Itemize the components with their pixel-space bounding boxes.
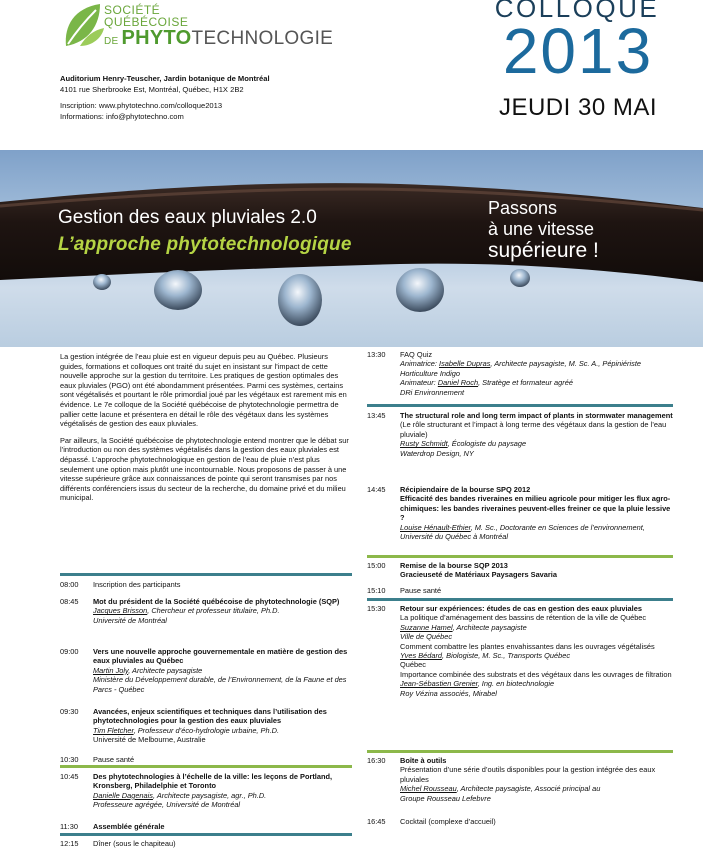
host-label: Animateur: xyxy=(400,378,438,388)
entry-translation: (Le rôle structurant et l’impact à long terme des végétaux dans la gestion de l’eau pluviale) xyxy=(400,420,667,439)
logo-technologie: TECHNOLOGIE xyxy=(191,28,334,49)
entry-time: 16:30 xyxy=(367,756,386,765)
speaker-role: , Architecte paysagiste, Associé principal au xyxy=(456,784,601,794)
case-title-2: Comment combattre les plantes envahissantes dans les ouvrages végétalisés xyxy=(400,641,655,651)
divider xyxy=(60,573,352,576)
speaker-org: Waterdrop Design, NY xyxy=(400,448,474,458)
program-entry-1215 xyxy=(60,839,352,849)
speaker-role: , Professeur d’éco-hydrologie urbaine, Ph.D. xyxy=(133,725,280,735)
entry-title: Retour sur expériences: études de cas en gestion des eaux pluviales xyxy=(400,604,642,613)
speaker-name: Jean-Sébastien Grenier xyxy=(400,679,478,689)
intro-text xyxy=(60,352,352,510)
intro-paragraph-2: Par ailleurs, la Société québécoise de phytotechnologie entend montrer que le débat sur l’introduction ou non des systèmes végétalisés dans la gestion des eaux pluviales est dépassé. L’approche phytotechnologique en gestion de l’eau de pluie n’est plus seulement une option mais plutôt une incontournable. Nous proposons de passer à une vitesse supérieure grâce aux connaissances de pointe qui seront transmises par nos différents conférenciers issus du secteur de la recherche, du domaine privé et du milieu municipal. xyxy=(60,435,349,503)
entry-title: Récipiendaire de la bourse SPQ 2012 xyxy=(400,485,531,494)
banner-title: Gestion des eaux pluviales 2.0 xyxy=(58,207,317,228)
speaker-org: DRi Environnement xyxy=(400,387,465,397)
slogan-line-1: Passons xyxy=(488,198,558,218)
speaker-name: Michel Rousseau xyxy=(400,784,457,794)
logo-line-quebecoise: QUÉBÉCOISE xyxy=(104,15,189,29)
entry-title: Cocktail (complexe d’accueil) xyxy=(400,817,496,826)
leaf-logo-icon xyxy=(60,2,108,50)
program-entry-0845 xyxy=(60,597,352,641)
logo-line-phytotechnologie xyxy=(104,28,333,52)
speaker-name: Tim Fletcher xyxy=(93,725,134,735)
entry-title: FAQ Quiz xyxy=(400,350,433,359)
entry-time: 08:45 xyxy=(60,597,79,606)
entry-title: Dîner (sous le chapiteau) xyxy=(93,839,176,848)
entry-description: Présentation d’une série d’outils disponibles pour la gestion intégrée des eaux pluviales xyxy=(400,765,656,784)
program-entry-0800 xyxy=(60,580,352,592)
entry-title: Avancées, enjeux scientifiques et techniques dans l’utilisation des phytotechnologies pour la gestion des eaux pluviales xyxy=(93,707,327,726)
entry-time: 14:45 xyxy=(367,485,386,494)
speaker-role: , Architecte paysagiste, agr., Ph.D. xyxy=(152,790,267,800)
entry-time: 15:00 xyxy=(367,561,386,570)
colloque-label: COLLOQUE xyxy=(494,0,660,23)
speaker-name: Yves Bédard xyxy=(400,651,443,661)
entry-title: Inscription des participants xyxy=(93,580,181,589)
speaker-org: Université de Melbourne, Australie xyxy=(93,735,206,745)
divider xyxy=(367,555,673,558)
event-date: JEUDI 30 MAI xyxy=(498,94,658,121)
entry-time: 10:30 xyxy=(60,755,79,764)
speaker-org: Québec xyxy=(400,660,426,670)
logo-phyto: PHYTO xyxy=(121,27,192,49)
logo-de: DE xyxy=(104,36,119,47)
case-title-1: La politique d’aménagement des bassins de rétention de la ville de Québec xyxy=(400,613,647,623)
speaker-role: , Architecte paysagiste, M. Sc. A., Pépiniériste xyxy=(490,359,642,369)
speaker-role: , Stratège et formateur agréé xyxy=(478,378,573,388)
speaker-name: Louise Hénault-Ethier xyxy=(400,522,471,532)
inscription-link[interactable]: Inscription: www.phytotechno.com/colloque2013 xyxy=(60,101,223,111)
speaker-name: Jacques Brisson xyxy=(93,606,148,616)
entry-time: 11:30 xyxy=(60,822,78,831)
speaker-org: Groupe Rousseau Lefebvre xyxy=(400,793,491,803)
speaker-org: Ministère du Développement durable, de l’Environnement, de la Faune et des Parcs - Québec xyxy=(93,675,347,694)
speaker-name: Martin Joly xyxy=(93,665,129,675)
program-entry-1645 xyxy=(367,817,673,827)
entry-time: 09:30 xyxy=(60,707,79,716)
entry-time: 08:00 xyxy=(60,580,79,589)
program-entry-1630 xyxy=(367,756,673,808)
entry-title: Remise de la bourse SQP 2013 xyxy=(400,561,508,570)
logo-line-societe: SOCIÉTÉ xyxy=(104,3,161,17)
entry-title: Assemblée générale xyxy=(93,822,165,831)
program-entry-1445 xyxy=(367,485,673,551)
entry-time: 16:45 xyxy=(367,817,386,826)
entry-time: 09:00 xyxy=(60,647,79,656)
speaker-role: , Biologiste, M. Sc., Transports Québec xyxy=(442,651,571,661)
venue-address: 4101 rue Sherbrooke Est, Montréal, Québec, H1X 2B2 xyxy=(60,84,244,94)
banner-slogan xyxy=(488,198,599,261)
divider xyxy=(367,404,673,407)
divider xyxy=(367,750,673,753)
program-entry-1045 xyxy=(60,772,352,818)
speaker-role: , Écologiste du paysage xyxy=(447,439,527,449)
program-entry-1030 xyxy=(60,755,352,765)
speaker-name: Danielle Dagenais xyxy=(93,790,153,800)
case-title-3: Importance combinée des substrats et des végétaux dans les ouvrages de filtration xyxy=(400,669,672,679)
program-entry-1330 xyxy=(367,350,673,402)
entry-title: The structural role and long term impact of plants in stormwater management xyxy=(400,411,673,420)
entry-title: Des phytotechnologies à l’échelle de la ville: les leçons de Portland, Kronsberg, Philadelphie et Toronto xyxy=(93,772,333,791)
venue-block xyxy=(60,74,270,122)
program-entry-1130 xyxy=(60,822,352,832)
entry-title: Pause santé xyxy=(93,755,135,764)
entry-title: Boîte à outils xyxy=(400,756,447,765)
entry-title: Pause santé xyxy=(400,586,442,595)
entry-title: Mot du président de la Société québécoise de phytotechnologie (SQP) xyxy=(93,597,340,606)
speaker-org: Professeure agrégée, Université de Montréal xyxy=(93,800,241,810)
event-year: 2013 xyxy=(502,15,654,87)
program-entry-1510 xyxy=(367,586,673,596)
divider xyxy=(60,765,352,768)
speaker-name: Rusty Schmidt xyxy=(400,439,448,449)
intro-paragraph-1: La gestion intégrée de l’eau pluie est en vigueur depuis peu au Québec. Plusieurs guides, formations et colloques ont traité du sujet en insistant sur l’impact de cette nouvelle approche sur la gestion du territoire. Les pratiques de gestion optimales des eaux pluviales (PGO) ont été abondamment présentées. Parmi ces systèmes, certains sont végétalisés et pourtant le rôle primordial joué par les végétaux est rarement mis en évidence. Le 7e colloque de la Société québécoise de phytotechnologie permettra de pallier cette lacune et présentera en détail le rôle des végétaux dans les systèmes végétalisés de gestion des eaux pluviales. xyxy=(60,352,347,429)
slogan-line-3: supérieure ! xyxy=(488,239,599,262)
program-entry-1500 xyxy=(367,561,673,581)
divider xyxy=(60,833,352,836)
entry-time: 12:15 xyxy=(60,839,79,848)
sqp-logo xyxy=(60,2,350,64)
entry-time: 15:10 xyxy=(367,586,386,595)
entry-time: 15:30 xyxy=(367,604,386,613)
entry-time: 13:45 xyxy=(367,411,386,420)
speaker-name: Isabelle Dupras xyxy=(439,359,491,369)
speaker-role: , Architecte paysagiste xyxy=(452,622,527,632)
speaker-name: Suzanne Hamel xyxy=(400,622,453,632)
divider xyxy=(367,598,673,601)
speaker-role: , Ing. en biotechnologie xyxy=(477,679,555,689)
entry-title: Vers une nouvelle approche gouvernementale en matière de gestion des eaux pluviales au Québec xyxy=(93,647,348,666)
slogan-line-2: à une vitesse xyxy=(488,219,595,239)
program-entry-1345 xyxy=(367,411,673,458)
speaker-org: Ville de Québec xyxy=(400,632,453,642)
program-entry-0900 xyxy=(60,647,352,703)
entry-subtitle: Efficacité des bandes riveraines en milieu agricole pour mitiger les flux agro-chimiques: les bandes riveraines peuvent-elles freiner ce que la pluie lessive ? xyxy=(400,494,671,523)
speaker-role: , M. Sc., Doctorante en Sciences de l’environnement, Université du Québec à Montréal xyxy=(400,522,645,542)
program-entry-1530 xyxy=(367,604,673,744)
speaker-name: Daniel Roch xyxy=(437,378,479,388)
entry-time: 13:30 xyxy=(367,350,386,359)
hero-banner xyxy=(0,150,703,347)
speaker-role: , Architecte paysagiste xyxy=(128,665,203,675)
speaker-org: Horticulture Indigo xyxy=(400,368,460,378)
program-entry-0930 xyxy=(60,707,352,753)
entry-subtitle: Gracieuseté de Matériaux Paysagers Savaria xyxy=(400,570,557,580)
speaker-role: , Chercheur et professeur titulaire, Ph.D. xyxy=(147,606,280,616)
banner-subtitle: L’approche phytotechnologique xyxy=(58,234,352,255)
entry-time: 10:45 xyxy=(60,772,79,781)
host-label: Animatrice: xyxy=(400,359,440,369)
venue-name: Auditorium Henry-Teuscher, Jardin botanique de Montréal xyxy=(60,74,270,83)
speaker-org: Roy Vézina associés, Mirabel xyxy=(400,688,497,698)
speaker-org: Université de Montréal xyxy=(93,615,167,625)
informations-email[interactable]: Informations: info@phytotechno.com xyxy=(60,111,184,121)
